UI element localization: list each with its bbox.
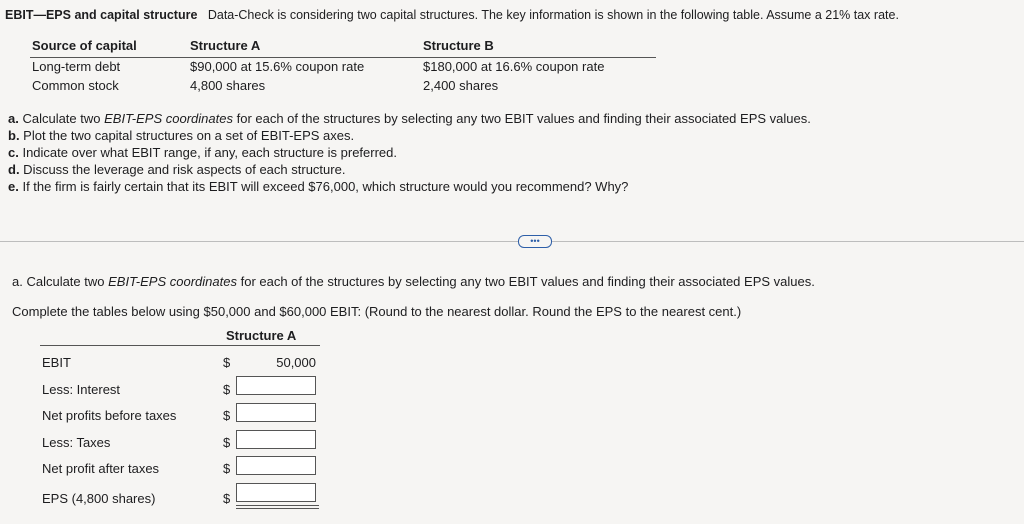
part-italic: EBIT-EPS coordinates — [104, 111, 233, 126]
info-row-cell: 4,800 shares — [190, 78, 266, 93]
interest-input[interactable] — [236, 376, 316, 395]
part-text: If the firm is fairly certain that its EBIT will exceed $76,000, which structure would you recommend? Why? — [18, 179, 629, 194]
info-header-rule — [30, 57, 656, 58]
part-e — [8, 179, 628, 194]
part-text: Plot the two capital structures on a set of EBIT-EPS axes. — [19, 128, 355, 143]
part-d — [8, 162, 345, 177]
question-prefix: a. — [12, 274, 23, 289]
part-prefix: b. — [8, 128, 20, 143]
row-label-npbt: Net profits before taxes — [42, 408, 177, 423]
npat-input[interactable] — [236, 456, 316, 475]
table-header-rule — [40, 345, 320, 346]
row-label-ebit: EBIT — [42, 355, 71, 370]
double-underline — [236, 508, 319, 509]
currency-symbol: $ — [223, 355, 231, 370]
part-a — [8, 111, 811, 126]
part-b — [8, 128, 354, 143]
currency-symbol: $ — [223, 408, 231, 423]
eps-input[interactable] — [236, 483, 316, 502]
info-row-cell: 2,400 shares — [423, 78, 499, 93]
info-row-cell: $90,000 at 15.6% coupon rate — [190, 59, 365, 74]
part-text: Discuss the leverage and risk aspects of each structure. — [19, 162, 346, 177]
part-text: for each of the structures by selecting any two EBIT values and finding their associated EPS values. — [232, 111, 811, 126]
npbt-input[interactable] — [236, 403, 316, 422]
part-text: Indicate over what EBIT range, if any, each structure is preferred. — [18, 145, 397, 160]
info-header-source: Source of capital — [32, 38, 137, 53]
info-row-cell: $180,000 at 16.6% coupon rate — [423, 59, 605, 74]
currency-symbol: $ — [223, 491, 231, 506]
info-row-label: Common stock — [32, 78, 119, 93]
ebit-value: 50,000 — [276, 355, 316, 370]
instruction-text: Complete the tables below using $50,000 and $60,000 EBIT: (Round to the nearest dollar. Round the EPS to the nearest cent.) — [12, 304, 742, 319]
question-italic: EBIT-EPS coordinates — [108, 274, 237, 289]
info-row-label: Long-term debt — [32, 59, 121, 74]
currency-symbol: $ — [223, 382, 231, 397]
part-c — [8, 145, 397, 160]
row-label-interest: Less: Interest — [42, 382, 121, 397]
double-underline — [236, 505, 319, 506]
part-text: Calculate two — [18, 111, 105, 126]
expand-more-button[interactable]: ••• — [518, 235, 552, 248]
problem-intro: Data-Check is considering two capital structures. The key information is shown in the following table. Assume a 21% tax rate. — [207, 8, 899, 22]
table-title: Structure A — [226, 328, 297, 343]
row-label-npat: Net profit after taxes — [42, 461, 160, 476]
currency-symbol: $ — [223, 435, 231, 450]
row-label-taxes: Less: Taxes — [42, 435, 111, 450]
question-text: for each of the structures by selecting any two EBIT values and finding their associated EPS values. — [236, 274, 815, 289]
problem-statement — [5, 8, 899, 22]
part-prefix: c. — [8, 145, 19, 160]
part-prefix: e. — [8, 179, 19, 194]
taxes-input[interactable] — [236, 430, 316, 449]
part-prefix: d. — [8, 162, 20, 177]
info-header-structure-a: Structure A — [190, 38, 261, 53]
currency-symbol: $ — [223, 461, 231, 476]
question-text: Calculate two — [22, 274, 109, 289]
section-divider — [0, 241, 1024, 242]
answer-question — [12, 274, 815, 289]
info-header-structure-b: Structure B — [423, 38, 494, 53]
problem-heading: EBIT—EPS and capital structure — [5, 8, 198, 22]
row-label-eps: EPS (4,800 shares) — [42, 491, 156, 506]
part-prefix: a. — [8, 111, 19, 126]
